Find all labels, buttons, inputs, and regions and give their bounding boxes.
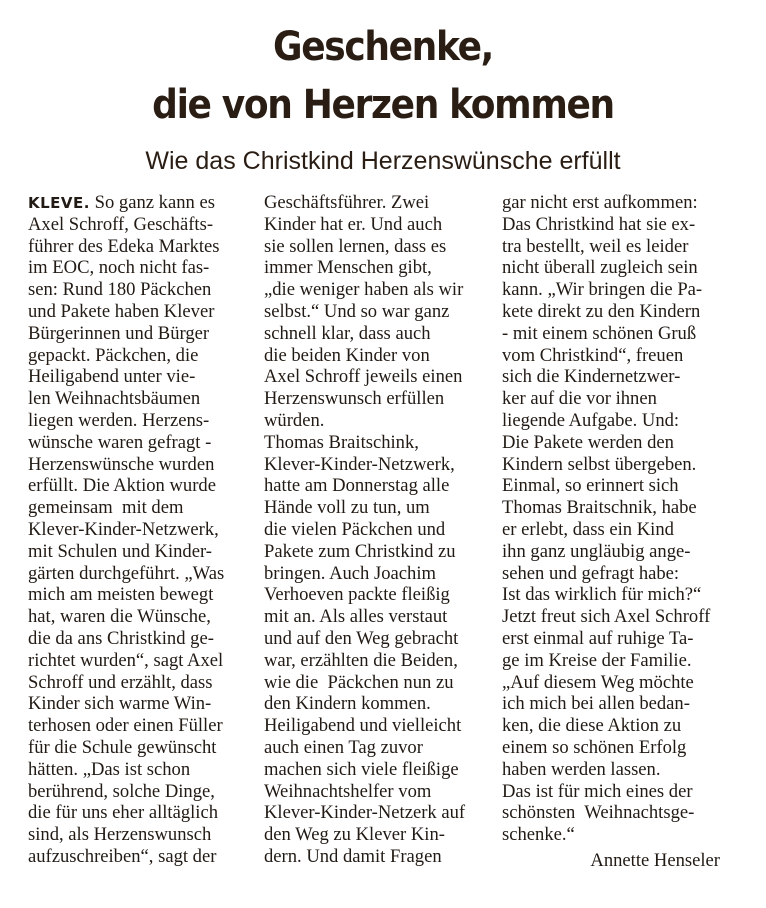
text-line: sehen und gefragt habe:: [502, 562, 680, 584]
text-line: die beiden Kinder von: [264, 344, 430, 366]
text-line: hat, waren die Wünsche,: [28, 606, 211, 628]
text-line: tra bestellt, weil es leider: [502, 235, 689, 257]
text-line: Ist das wirklich für mich?“: [502, 584, 702, 606]
text-line: Herzenswunsch erfüllen: [264, 388, 445, 410]
text-line: und Pakete haben Klever: [28, 300, 215, 322]
text-line: Einmal, so erinnert sich: [502, 475, 679, 497]
text-line: erfüllt. Die Aktion wurde: [28, 475, 216, 497]
text-line: Thomas Braitschnik, habe: [502, 497, 697, 519]
text-line: mit an. Als alles verstaut: [264, 606, 448, 628]
text-line: Kindern selbst übergeben.: [502, 453, 697, 475]
text-line: hätten. „Das ist schon: [28, 758, 191, 780]
text-line: selbst.“ Und so war ganz: [264, 300, 450, 322]
text-line: wie die Päckchen nun zu: [264, 671, 454, 693]
author-byline: Annette Henseler: [590, 850, 720, 871]
text-line: machen sich viele fleißige: [264, 758, 459, 780]
text-line: Axel Schroff, Geschäfts-: [28, 213, 214, 235]
text-line: „Auf diesem Weg möchte: [502, 671, 694, 693]
text-line: nicht überall zugleich sein: [502, 257, 698, 279]
text-line: schnell klar, dass auch: [264, 322, 431, 344]
text-line: aufzuschreiben“, sagt der: [28, 845, 217, 867]
dateline: KLEVE.: [28, 194, 90, 212]
text-line: erst einmal auf ruhige Ta-: [502, 627, 694, 649]
text-line: einem so schönen Erfolg: [502, 736, 687, 758]
text-line: Die Pakete werden den: [502, 431, 674, 453]
text-line: len Weihnachtsbäumen: [28, 388, 201, 410]
text-line: Das ist für mich eines der: [502, 780, 693, 802]
text-line: Kinder sich warme Win-: [28, 693, 212, 715]
text-line: war, erzählten die Beiden,: [264, 649, 458, 671]
text-line: kann. „Wir bringen die Pa-: [502, 279, 703, 301]
article-column-3: [502, 192, 727, 882]
text-line: Jetzt freut sich Axel Schroff: [502, 606, 711, 628]
text-line: die für uns eher alltäglich: [28, 802, 218, 824]
text-line: ken, die diese Aktion zu: [502, 715, 682, 737]
text-line: mich am meisten bewegt: [28, 584, 214, 606]
text-line: vom Christkind“, freuen: [502, 344, 684, 366]
text-line: mit Schulen und Kinder-: [28, 540, 212, 562]
text-line: schönsten Weihnachtsge-: [502, 802, 695, 824]
text-line: gemeinsam mit dem: [28, 497, 184, 519]
text-line: Klever-Kinder-Netzerk auf: [264, 802, 466, 824]
text-line: ge im Kreise der Familie.: [502, 649, 692, 671]
text-line: Geschäftsführer. Zwei: [264, 192, 430, 213]
text-line: berührend, solche Dinge,: [28, 780, 215, 802]
text-line: Axel Schroff jeweils einen: [264, 366, 463, 388]
text-line: Heiligabend und vielleicht: [264, 715, 462, 737]
text-line: Klever-Kinder-Netzwerk,: [28, 518, 219, 540]
text-line: Hände voll zu tun, um: [264, 497, 430, 519]
text-line: immer Menschen gibt,: [264, 257, 432, 279]
text-line: schenke.“: [502, 824, 575, 846]
text-line: für die Schule gewünscht: [28, 736, 217, 758]
text-line: sind, als Herzenswunsch: [28, 824, 212, 846]
text-line: „die weniger haben als wir: [264, 279, 464, 301]
text-line: liegen werden. Herzens-: [28, 409, 210, 431]
article-column-1: [28, 192, 253, 882]
text-line: richtet wurden“, sagt Axel: [28, 649, 224, 671]
text-line: [28, 192, 253, 214]
text-line: er erlebt, dass ein Kind: [502, 518, 674, 540]
headline-line-1: Geschenke,: [273, 24, 493, 70]
headline-line-2: die von Herzen kommen: [152, 82, 614, 128]
text-line: die da ans Christkind ge-: [28, 627, 214, 649]
text-line: Pakete zum Christkind zu: [264, 540, 456, 562]
text-line: würden.: [264, 409, 325, 431]
text-line: Weihnachtshelfer vom: [264, 780, 432, 802]
text-line: ker auf die vor ihnen: [502, 388, 657, 410]
text-line: Kinder hat er. Und auch: [264, 213, 443, 235]
text-line: Herzenswünsche wurden: [28, 453, 215, 475]
text-line: ich mich bei allen bedan-: [502, 693, 690, 715]
text-line: wünsche waren gefragt -: [28, 431, 212, 453]
text-line: und auf den Weg gebracht: [264, 627, 459, 649]
text-line: liegende Aufgabe. Und:: [502, 409, 680, 431]
text-line: hatte am Donnerstag alle: [264, 475, 450, 497]
text-line: Verhoeven packte fleißig: [264, 584, 450, 606]
text-line: sen: Rund 180 Päckchen: [28, 279, 212, 301]
text-line-content: So ganz kann es: [89, 192, 215, 213]
text-line: Heiligabend unter vie-: [28, 366, 196, 388]
text-line: gärten durchgeführt. „Was: [28, 562, 225, 584]
text-line: haben werden lassen.: [502, 758, 661, 780]
article-column-2: [264, 192, 489, 882]
text-line: gepackt. Päckchen, die: [28, 344, 199, 366]
text-line: terhosen oder einen Füller: [28, 715, 223, 737]
text-line: im EOC, noch nicht fas-: [28, 257, 210, 279]
text-line: sie sollen lernen, dass es: [264, 235, 447, 257]
text-line: - mit einem schönen Gruß: [502, 322, 697, 344]
text-line: Das Christkind hat sie ex-: [502, 213, 696, 235]
text-line: die vielen Päckchen und: [264, 518, 446, 540]
text-line: Thomas Braitschink,: [264, 431, 419, 453]
text-line: sich die Kindernetzwer-: [502, 366, 681, 388]
text-line: den Weg zu Klever Kin-: [264, 824, 445, 846]
text-line: bringen. Auch Joachim: [264, 562, 436, 584]
text-line: Bürgerinnen und Bürger: [28, 322, 210, 344]
subheadline: Wie das Christkind Herzenswünsche erfüllt: [145, 147, 621, 175]
text-line: dern. Und damit Fragen: [264, 845, 442, 867]
text-line: kete direkt zu den Kindern: [502, 300, 701, 322]
text-line: ihn ganz ungläubig ange-: [502, 540, 691, 562]
text-line: gar nicht erst aufkommen:: [502, 192, 698, 213]
text-line: den Kindern kommen.: [264, 693, 431, 715]
text-line: führer des Edeka Marktes: [28, 235, 220, 257]
text-line: Schroff und erzählt, dass: [28, 671, 213, 693]
text-line: Klever-Kinder-Netzwerk,: [264, 453, 455, 475]
text-line: auch einen Tag zuvor: [264, 736, 423, 758]
